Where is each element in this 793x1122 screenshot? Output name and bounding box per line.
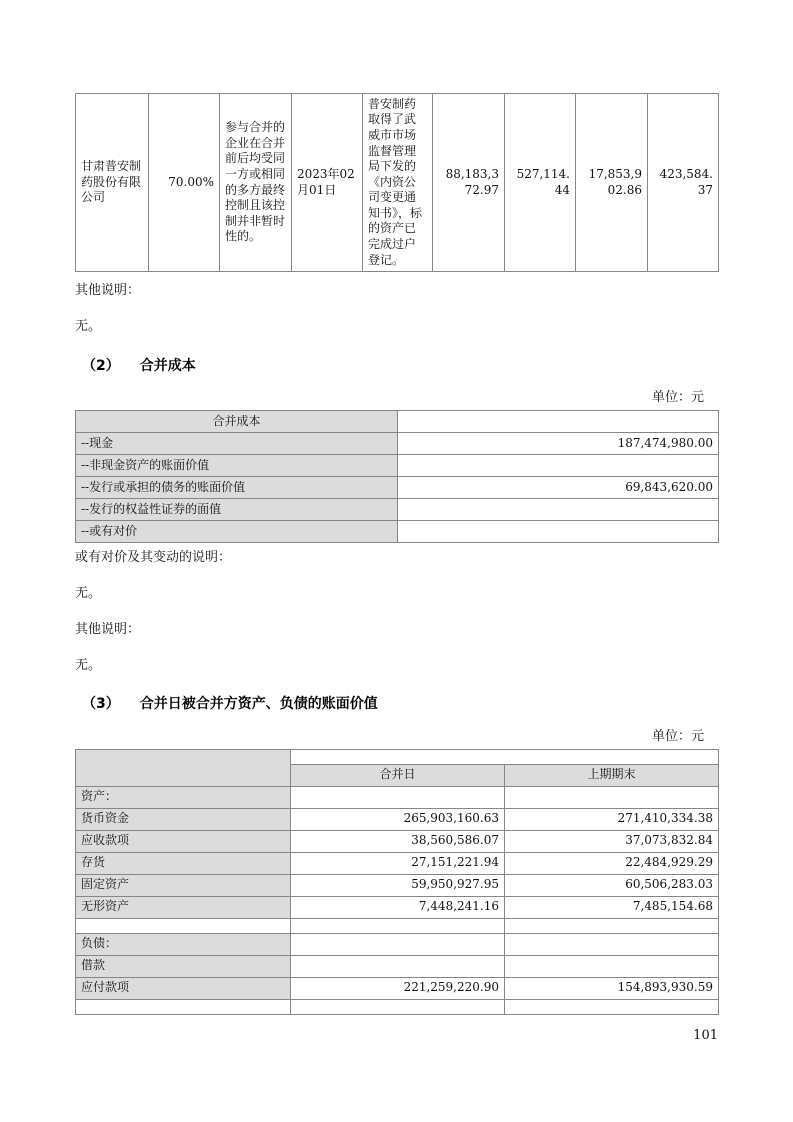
cost-value-cell [398, 520, 719, 542]
table-row [76, 94, 719, 272]
row-label-cell: 固定资产 [76, 874, 291, 896]
section-heading-merger-cost [75, 357, 718, 375]
merger-cost-table [75, 410, 719, 543]
table-row [76, 498, 719, 520]
merged-entity-table [75, 93, 719, 272]
other-note-label: 其他说明： [75, 283, 141, 298]
merger-date-cell: 2023年02月01日 [292, 94, 363, 272]
col-header-merge-day: 合并日 [291, 764, 505, 786]
empty-cell [291, 749, 719, 764]
table-row [76, 786, 719, 808]
other-note-value: 无。 [75, 657, 102, 673]
row-label-cell: 借款 [76, 955, 291, 977]
section-title: 合并成本 [139, 357, 196, 374]
empty-cell [398, 410, 719, 432]
book-value-table [75, 749, 719, 1015]
table-row [76, 933, 719, 955]
amount-cell: 17,853,902.86 [576, 94, 648, 272]
other-note-label: 其他说明： [75, 621, 141, 637]
ownership-ratio-cell: 70.00% [149, 94, 220, 272]
cost-label-cell: --非现金资产的账面价值 [76, 454, 398, 476]
section-title: 合并日被合并方资产、负债的账面价值 [139, 696, 378, 713]
empty-cell [76, 918, 291, 933]
table-row [76, 830, 719, 852]
table-row [76, 852, 719, 874]
row-label-cell: 无形资产 [76, 896, 291, 918]
cost-label-cell: --现金 [76, 432, 398, 454]
prior-period-value-cell [505, 786, 719, 808]
col-header-prior-period: 上期期末 [505, 764, 719, 786]
prior-period-value-cell: 22,484,929.29 [505, 852, 719, 874]
spacer-row [76, 918, 719, 933]
merge-day-value-cell: 221,259,220.90 [291, 977, 505, 999]
amount-cell: 88,183,372.97 [433, 94, 505, 272]
cost-value-cell: 187,474,980.00 [398, 432, 719, 454]
cost-label-cell: --或有对价 [76, 520, 398, 542]
unit-label: 单位：元 [651, 389, 704, 405]
table-row [76, 955, 719, 977]
prior-period-value-cell: 37,073,832.84 [505, 830, 719, 852]
cost-label-cell: --发行的权益性证券的面值 [76, 498, 398, 520]
cost-value-cell [398, 454, 719, 476]
cost-label-cell: --发行或承担的债务的账面价值 [76, 476, 398, 498]
merge-day-value-cell: 38,560,586.07 [291, 830, 505, 852]
row-label-cell: 货币资金 [76, 808, 291, 830]
empty-cell [291, 918, 505, 933]
empty-cell [505, 999, 719, 1014]
cost-header-cell: 合并成本 [76, 410, 398, 432]
table-row [76, 896, 719, 918]
table-row [76, 454, 719, 476]
merge-day-value-cell: 7,448,241.16 [291, 896, 505, 918]
merge-day-value-cell: 265,903,160.63 [291, 808, 505, 830]
page-number: 101 [693, 1027, 718, 1043]
empty-cell [505, 918, 719, 933]
merge-day-value-cell: 59,950,927.95 [291, 874, 505, 896]
company-name-cell: 甘肃普安制药股份有限公司 [76, 94, 149, 272]
contingent-note-value: 无。 [75, 585, 102, 601]
merge-day-value-cell: 27,151,221.94 [291, 852, 505, 874]
row-label-cell: 应收款项 [76, 830, 291, 852]
merge-day-value-cell [291, 786, 505, 808]
contingent-note-label: 或有对价及其变动的说明： [75, 549, 232, 565]
empty-cell [291, 999, 505, 1014]
prior-period-value-cell: 271,410,334.38 [505, 808, 719, 830]
page-content [75, 0, 718, 1044]
unit-label: 单位：元 [651, 728, 704, 744]
table-row [76, 432, 719, 454]
table-header-row [76, 410, 719, 432]
row-label-cell: 资产： [76, 786, 291, 808]
section-heading-book-value [75, 695, 718, 713]
row-label-cell: 存货 [76, 852, 291, 874]
merger-basis-cell: 参与合并的企业在合并前后均受同一方或相同的多方最终控制且该控制并非暂时性的。 [220, 94, 292, 272]
prior-period-value-cell: 7,485,154.68 [505, 896, 719, 918]
row-label-cell: 负债： [76, 933, 291, 955]
other-note-value: 无。 [75, 318, 102, 334]
table-row [76, 808, 719, 830]
section-number: （2） [82, 357, 120, 374]
table-header-row [76, 749, 719, 764]
prior-period-value-cell: 60,506,283.03 [505, 874, 719, 896]
table-row [76, 520, 719, 542]
empty-cell [76, 999, 291, 1014]
section-number: （3） [82, 696, 120, 713]
registration-note-cell: 普安制药取得了武威市市场监督管理局下发的《内资公司变更通知书》，标的资产已完成过户登记。 [363, 94, 433, 272]
prior-period-value-cell [505, 933, 719, 955]
table-row [76, 977, 719, 999]
spacer-row [76, 999, 719, 1014]
table-row [76, 476, 719, 498]
amount-cell: 423,584.37 [648, 94, 719, 272]
merge-day-value-cell [291, 933, 505, 955]
row-label-cell: 应付款项 [76, 977, 291, 999]
corner-cell [76, 749, 291, 786]
amount-cell: 527,114.44 [505, 94, 576, 272]
prior-period-value-cell [505, 955, 719, 977]
table-row [76, 874, 719, 896]
cost-value-cell: 69,843,620.00 [398, 476, 719, 498]
merge-day-value-cell [291, 955, 505, 977]
cost-value-cell [398, 498, 719, 520]
prior-period-value-cell: 154,893,930.59 [505, 977, 719, 999]
